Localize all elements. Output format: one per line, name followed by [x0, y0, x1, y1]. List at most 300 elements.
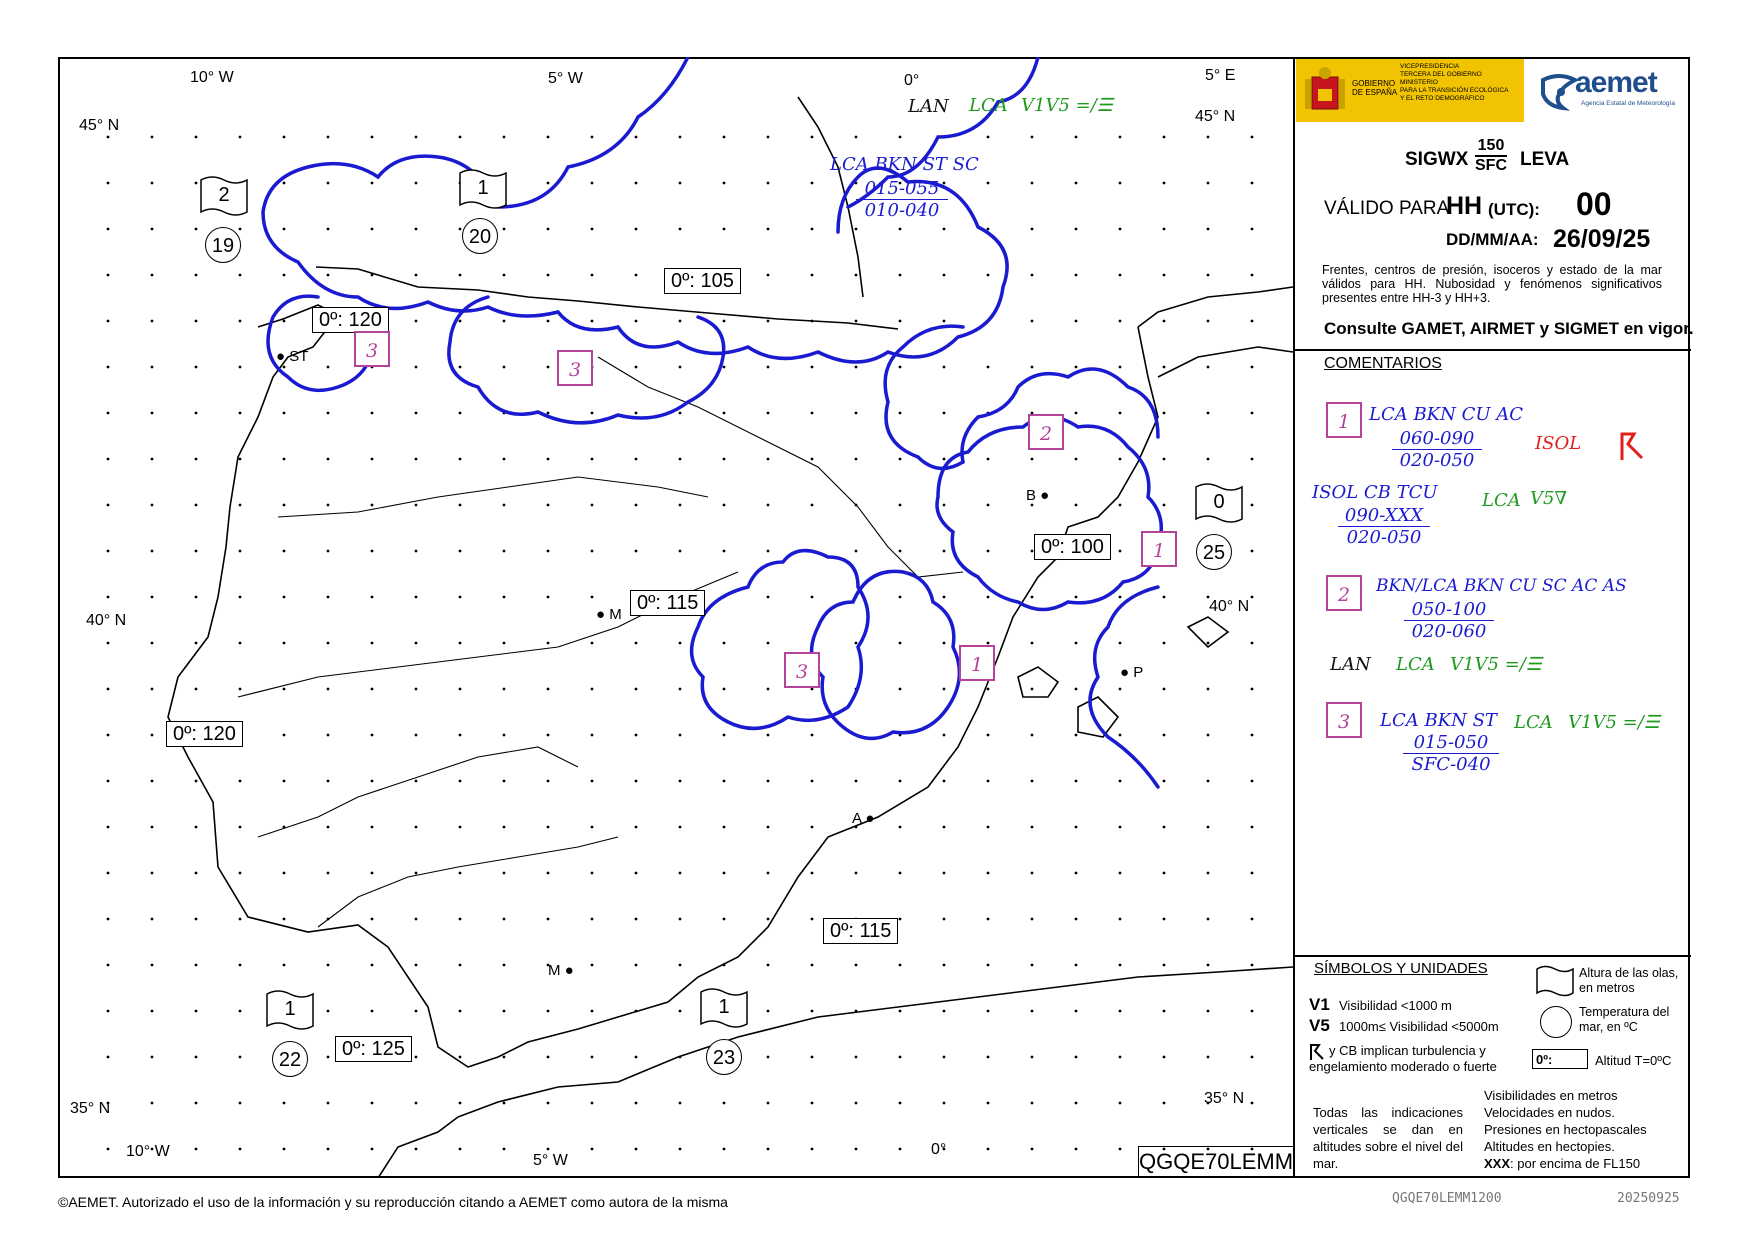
graticule-dot [591, 320, 594, 323]
graticule-dot [943, 320, 946, 323]
graticule-dot [679, 1010, 682, 1013]
graticule-dot [943, 504, 946, 507]
graticule-dot [503, 964, 506, 967]
graticule-dot [723, 918, 726, 921]
graticule-dot [459, 412, 462, 415]
graticule-dot [899, 1010, 902, 1013]
graticule-dot [327, 1056, 330, 1059]
graticule-dot [1163, 1056, 1166, 1059]
freezing-level-box: 0º: 100 [1034, 534, 1111, 560]
graticule-dot [1207, 320, 1210, 323]
graticule-dot [635, 504, 638, 507]
graticule-dot [1119, 1010, 1122, 1013]
graticule-dot [195, 688, 198, 691]
graticule-dot [679, 228, 682, 231]
graticule-dot [327, 688, 330, 691]
graticule-dot [1075, 182, 1078, 185]
graticule-dot [283, 642, 286, 645]
lon-label-5w-top: 5° W [548, 70, 583, 87]
graticule-dot [899, 826, 902, 829]
graticule-dot [239, 366, 242, 369]
graticule-dot [1031, 1056, 1034, 1059]
lon-label-5e-top: 5° E [1205, 67, 1236, 84]
graticule-dot [195, 780, 198, 783]
graticule-dot [679, 918, 682, 921]
graticule-dot [239, 688, 242, 691]
graticule-dot [943, 872, 946, 875]
graticule-dot [767, 642, 770, 645]
graticule-dot [239, 872, 242, 875]
graticule-dot [371, 1148, 374, 1151]
graticule-dot [899, 642, 902, 645]
graticule-dot [943, 688, 946, 691]
comment-1-isol: ISOL [1535, 433, 1582, 454]
graticule-dot [679, 550, 682, 553]
graticule-dot [1251, 872, 1254, 875]
graticule-dot [635, 458, 638, 461]
graticule-dot [767, 412, 770, 415]
graticule-dot [1251, 780, 1254, 783]
graticule-dot [635, 964, 638, 967]
graticule-dot [503, 1056, 506, 1059]
graticule-dot [1031, 1010, 1034, 1013]
graticule-dot [1119, 320, 1122, 323]
annotation-vis: V1V5 =/☰ [1021, 95, 1113, 116]
graticule-dot [591, 596, 594, 599]
graticule-dot [1075, 734, 1078, 737]
graticule-dot [987, 918, 990, 921]
consult-note: Consulte GAMET, AIRMET y SIGMET en vigor. [1324, 319, 1694, 338]
graticule-dot [811, 872, 814, 875]
wave-legend-icon [1535, 965, 1575, 997]
graticule-dot [1163, 458, 1166, 461]
graticule-dot [811, 596, 814, 599]
graticule-dot [767, 366, 770, 369]
graticule-dot [1075, 274, 1078, 277]
graticule-dot [767, 228, 770, 231]
graticule-dot [1075, 504, 1078, 507]
graticule-dot [1163, 734, 1166, 737]
graticule-dot [547, 182, 550, 185]
area-marker[interactable]: 2 [1028, 414, 1064, 450]
graticule-dot [459, 550, 462, 553]
graticule-dot [107, 228, 110, 231]
graticule-dot [1251, 412, 1254, 415]
graticule-dot [107, 182, 110, 185]
graticule-dot [811, 182, 814, 185]
graticule-dot [459, 688, 462, 691]
gov-label: GOBIERNO DE ESPAÑA [1352, 79, 1398, 97]
graticule-dot [855, 274, 858, 277]
comment-2-line: BKN/LCA BKN CU SC AC AS [1376, 576, 1627, 596]
graticule-dot [943, 412, 946, 415]
comment-1-cb-levels: 090-XXX 020-050 [1338, 505, 1430, 548]
graticule-dot [239, 964, 242, 967]
area-marker[interactable]: 3 [784, 652, 820, 688]
graticule-dot [547, 1010, 550, 1013]
graticule-dot [327, 872, 330, 875]
graticule-dot [1207, 826, 1210, 829]
graticule-dot [767, 780, 770, 783]
graticule-dot [1251, 596, 1254, 599]
legend-vertical-text: Todas las indicaciones verticales se dan en altitudes sobre el nivel del mar. [1313, 1105, 1463, 1171]
graticule-dot [1207, 412, 1210, 415]
graticule-dot [1251, 504, 1254, 507]
freezing-level-box: 0º: 125 [335, 1036, 412, 1062]
graticule-dot [283, 412, 286, 415]
graticule-dot [195, 596, 198, 599]
graticule-dot [723, 228, 726, 231]
lat-label-45n-left: 45° N [79, 117, 120, 134]
graticule-dot [459, 366, 462, 369]
graticule-dot [767, 872, 770, 875]
graticule-dot [1075, 1102, 1078, 1105]
graticule-dot [1251, 918, 1254, 921]
graticule-dot [767, 458, 770, 461]
graticule-dot [591, 734, 594, 737]
graticule-dot [327, 780, 330, 783]
graticule-dot [1119, 964, 1122, 967]
area-marker[interactable]: 1 [1141, 531, 1177, 567]
graticule-dot [371, 642, 374, 645]
wave-height-flag: 2 [200, 176, 248, 218]
government-logo [1296, 59, 1524, 122]
aemet-logo-icon [1539, 72, 1579, 112]
graticule-dot [1075, 320, 1078, 323]
graticule-dot [459, 274, 462, 277]
graticule-dot [371, 458, 374, 461]
graticule-dot [503, 596, 506, 599]
graticule-dot [679, 366, 682, 369]
graticule-dot [547, 412, 550, 415]
graticule-dot [899, 872, 902, 875]
graticule-dot [943, 642, 946, 645]
graticule-dot [591, 458, 594, 461]
graticule-dot [415, 274, 418, 277]
graticule-dot [283, 320, 286, 323]
freezing-level-box: 0º: 115 [630, 590, 705, 616]
graticule-dot [503, 228, 506, 231]
graticule-dot [679, 136, 682, 139]
graticule-dot [239, 136, 242, 139]
graticule-dot [635, 228, 638, 231]
graticule-dot [987, 182, 990, 185]
graticule-dot [415, 1056, 418, 1059]
graticule-dot [1163, 964, 1166, 967]
graticule-dot [1031, 228, 1034, 231]
graticule-dot [943, 1010, 946, 1013]
graticule-dot [547, 136, 550, 139]
product-region: LEVA [1520, 149, 1570, 170]
graticule-dot [767, 274, 770, 277]
panel-divider [1293, 57, 1295, 1178]
graticule-dot [1163, 228, 1166, 231]
graticule-dot [107, 780, 110, 783]
graticule-dot [107, 504, 110, 507]
graticule-dot [327, 826, 330, 829]
graticule-dot [503, 642, 506, 645]
graticule-dot [195, 1010, 198, 1013]
graticule-dot [415, 412, 418, 415]
graticule-dot [1031, 182, 1034, 185]
graticule-dot [283, 734, 286, 737]
graticule-dot [459, 320, 462, 323]
graticule-dot [899, 366, 902, 369]
graticule-dot [195, 964, 198, 967]
graticule-dot [1075, 412, 1078, 415]
graticule-dot [723, 826, 726, 829]
graticule-dot [591, 1148, 594, 1151]
graticule-dot [503, 504, 506, 507]
graticule-dot [635, 780, 638, 783]
graticule-dot [1075, 1148, 1078, 1151]
graticule-dot [811, 964, 814, 967]
lon-label-0-top: 0° [904, 72, 920, 89]
turbulence-icon [1618, 430, 1646, 462]
wave-height-flag: 1 [700, 988, 748, 1030]
graticule-dot [591, 688, 594, 691]
graticule-dot [723, 504, 726, 507]
area-marker[interactable]: 3 [557, 350, 593, 386]
graticule-dot [635, 550, 638, 553]
graticule-dot [899, 136, 902, 139]
graticule-dot [1207, 734, 1210, 737]
graticule-dot [1075, 780, 1078, 783]
map-canvas [58, 57, 1293, 1178]
graticule-dot [679, 780, 682, 783]
graticule-dot [1119, 918, 1122, 921]
annotation-lan: LAN [908, 96, 949, 117]
graticule-dot [107, 964, 110, 967]
graticule-dot [195, 320, 198, 323]
graticule-dot [283, 366, 286, 369]
graticule-dot [239, 596, 242, 599]
hh-label: HH [1446, 192, 1483, 220]
city-malaga: M ● [548, 962, 574, 979]
graticule-dot [327, 182, 330, 185]
graticule-dot [1119, 366, 1122, 369]
graticule-dot [239, 826, 242, 829]
city-palma: ● P [1120, 664, 1144, 681]
graticule-dot [327, 964, 330, 967]
graticule-dot [459, 642, 462, 645]
graticule-dot [679, 734, 682, 737]
wave-height-flag: 1 [266, 990, 314, 1032]
graticule-dot [547, 550, 550, 553]
comment-3-vis: V1V5 =/☰ [1568, 712, 1660, 733]
graticule-dot [547, 366, 550, 369]
graticule-dot [239, 918, 242, 921]
graticule-dot [987, 1102, 990, 1105]
graticule-dot [547, 780, 550, 783]
graticule-dot [679, 458, 682, 461]
graticule-dot [1075, 918, 1078, 921]
graticule-dot [635, 1102, 638, 1105]
graticule-dot [107, 274, 110, 277]
graticule-dot [1163, 412, 1166, 415]
graticule-dot [899, 412, 902, 415]
graticule-dot [415, 366, 418, 369]
city-madrid: ● M [596, 606, 622, 623]
graticule-dot [107, 550, 110, 553]
graticule-dot [547, 1148, 550, 1151]
graticule-dot [415, 320, 418, 323]
graticule-dot [811, 826, 814, 829]
graticule-dot [679, 320, 682, 323]
graticule-dot [327, 274, 330, 277]
validity-description: Frentes, centros de presión, isoceros y estado de la mar válidos para HH. Nubosidad y fenómenos significativos presentes entre HH-3 y HH+3. [1322, 263, 1662, 305]
graticule-dot [459, 504, 462, 507]
graticule-dot [503, 1148, 506, 1151]
graticule-dot [107, 734, 110, 737]
graticule-dot [767, 504, 770, 507]
graticule-dot [503, 734, 506, 737]
legend-wave-text: Altura de las olas, en metros [1579, 966, 1679, 995]
graticule-dot [151, 1056, 154, 1059]
product-title: SIGWX [1405, 149, 1469, 170]
area-marker[interactable]: 3 [354, 331, 390, 367]
graticule-dot [1163, 274, 1166, 277]
graticule-dot [283, 458, 286, 461]
graticule-dot [547, 504, 550, 507]
graticule-dot [107, 136, 110, 139]
area-marker[interactable]: 1 [959, 645, 995, 681]
graticule-dot [547, 274, 550, 277]
graticule-dot [591, 228, 594, 231]
graticule-dot [899, 458, 902, 461]
graticule-dot [1119, 228, 1122, 231]
graticule-dot [547, 320, 550, 323]
graticule-dot [1119, 642, 1122, 645]
graticule-dot [591, 182, 594, 185]
coat-of-arms-icon [1302, 65, 1348, 117]
graticule-dot [679, 1148, 682, 1151]
graticule-dot [1207, 918, 1210, 921]
graticule-dot [1075, 872, 1078, 875]
graticule-dot [371, 136, 374, 139]
graticule-dot [899, 688, 902, 691]
graticule-dot [987, 458, 990, 461]
graticule-dot [503, 366, 506, 369]
graticule-dot [635, 274, 638, 277]
graticule-dot [1163, 918, 1166, 921]
graticule-dot [327, 366, 330, 369]
graticule-dot [371, 1102, 374, 1105]
graticule-dot [371, 964, 374, 967]
lon-label-0-bottom: 0° [931, 1141, 947, 1158]
graticule-dot [679, 182, 682, 185]
graticule-dot [547, 872, 550, 875]
graticule-dot [899, 1056, 902, 1059]
graticule-dot [503, 1102, 506, 1105]
graticule-dot [1119, 136, 1122, 139]
graticule-dot [1163, 366, 1166, 369]
graticule-dot [415, 550, 418, 553]
comment-2-lca: LCA [1396, 654, 1435, 675]
graticule-dot [371, 688, 374, 691]
graticule-dot [371, 780, 374, 783]
graticule-dot [679, 1102, 682, 1105]
graticule-dot [943, 918, 946, 921]
graticule-dot [1031, 780, 1034, 783]
graticule-dot [195, 366, 198, 369]
graticule-dot [371, 550, 374, 553]
graticule-dot [151, 688, 154, 691]
graticule-dot [679, 642, 682, 645]
graticule-dot [811, 274, 814, 277]
graticule-dot [1251, 1010, 1254, 1013]
graticule-dot [767, 826, 770, 829]
graticule-dot [283, 550, 286, 553]
freezing-level-box: 0º: 120 [166, 721, 243, 747]
graticule-dot [195, 826, 198, 829]
graticule-dot [855, 550, 858, 553]
graticule-dot [327, 1102, 330, 1105]
comment-marker-1: 1 [1326, 402, 1362, 438]
graticule-dot [943, 596, 946, 599]
graticule-dot [547, 734, 550, 737]
graticule-dot [151, 826, 154, 829]
graticule-dot [239, 550, 242, 553]
graticule-dot [1031, 1148, 1034, 1151]
graticule-dot [987, 1056, 990, 1059]
graticule-dot [107, 918, 110, 921]
graticule-dot [1207, 1010, 1210, 1013]
graticule-dot [327, 550, 330, 553]
ministry-label: VICEPRESIDENCIA TERCERA DEL GOBIERNO MINISTERIO PARA LA TRANSICIÓN ECOLÓGICA Y EL RETO DEMOGRÁFICO [1400, 63, 1509, 102]
sea-temp-circle: 20 [462, 218, 498, 254]
comments-title: COMENTARIOS [1324, 355, 1442, 372]
graticule-dot [371, 734, 374, 737]
graticule-dot [415, 458, 418, 461]
graticule-dot [151, 734, 154, 737]
graticule-dot [1251, 228, 1254, 231]
graticule-dot [195, 550, 198, 553]
graticule-dot [1119, 1056, 1122, 1059]
graticule-dot [855, 1056, 858, 1059]
graticule-dot [503, 872, 506, 875]
graticule-dot [1075, 596, 1078, 599]
graticule-dot [899, 550, 902, 553]
graticule-dot [239, 1010, 242, 1013]
graticule-dot [1075, 964, 1078, 967]
graticule-dot [987, 734, 990, 737]
graticule-dot [107, 366, 110, 369]
graticule-dot [811, 1148, 814, 1151]
graticule-dot [415, 642, 418, 645]
graticule-dot [1031, 320, 1034, 323]
graticule-dot [1251, 274, 1254, 277]
graticule-dot [195, 872, 198, 875]
graticule-dot [371, 504, 374, 507]
graticule-dot [239, 1148, 242, 1151]
graticule-dot [1031, 688, 1034, 691]
graticule-dot [415, 734, 418, 737]
graticule-dot [635, 412, 638, 415]
graticule-dot [987, 366, 990, 369]
panel-separator [1293, 349, 1691, 351]
graticule-dot [943, 274, 946, 277]
graticule-dot [371, 412, 374, 415]
graticule-dot [371, 872, 374, 875]
graticule-dot [327, 596, 330, 599]
station-code: QGQE70LEMM [1138, 1146, 1293, 1177]
graticule-dot [899, 918, 902, 921]
graticule-dot [1207, 964, 1210, 967]
graticule-dot [855, 872, 858, 875]
graticule-dot [899, 964, 902, 967]
graticule-dot [1031, 734, 1034, 737]
